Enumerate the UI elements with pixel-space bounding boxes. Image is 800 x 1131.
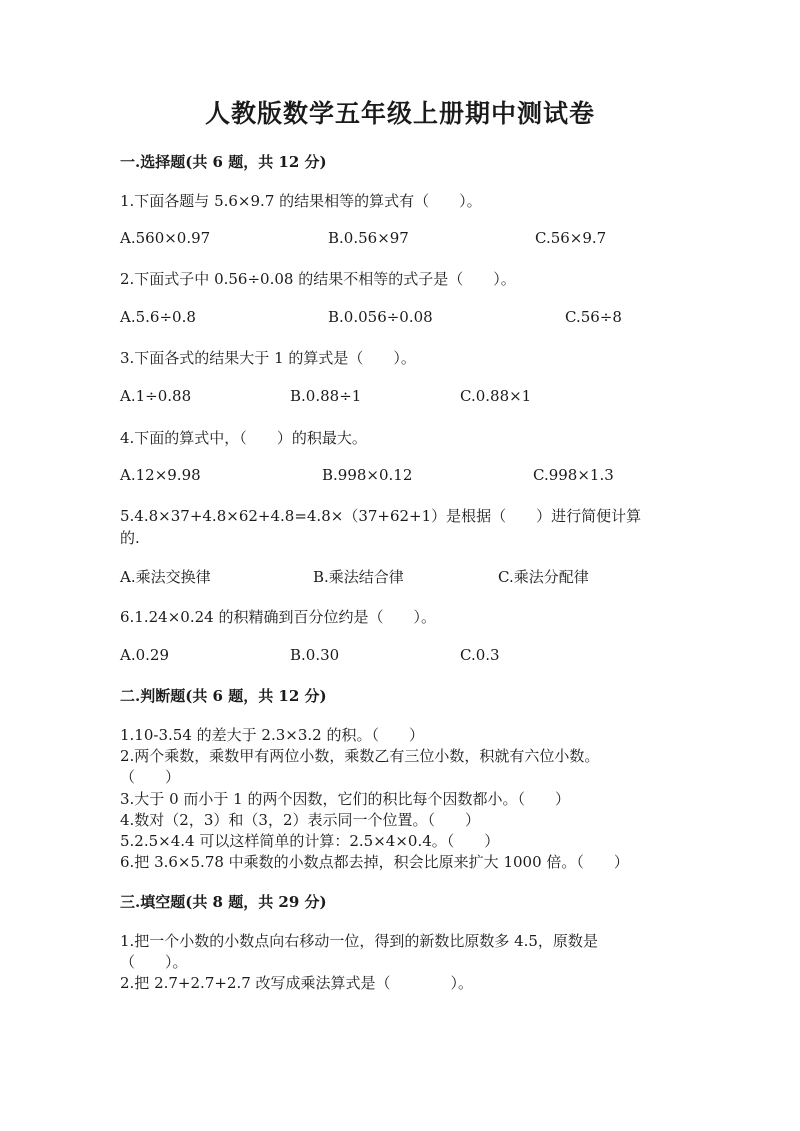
option-c: C.0.88×1 <box>460 387 532 405</box>
statement-line: 1.10-3.54 的差大于 2.3×3.2 的积。（ ） <box>120 726 424 744</box>
statement-line: 3.大于 0 而小于 1 的两个因数，它们的积比每个因数都小。（ ） <box>120 790 570 808</box>
option-a: A.12×9.98 <box>120 466 201 484</box>
statement-line: 2.两个乘数，乘数甲有两位小数，乘数乙有三位小数，积就有六位小数。 <box>120 747 600 765</box>
option-b: B.0.56×97 <box>328 229 409 247</box>
page-title: 人教版数学五年级上册期中测试卷 <box>204 99 595 128</box>
option-c: C.56×9.7 <box>535 229 607 247</box>
option-a: A.乘法交换律 <box>120 568 211 586</box>
section-heading-choice: 一.选择题(共 6 题，共 12 分) <box>120 153 327 171</box>
option-c: C.0.3 <box>460 646 500 664</box>
option-a: A.0.29 <box>120 646 169 664</box>
option-a: A.560×0.97 <box>120 229 211 247</box>
statement-line: 5.2.5×4.4 可以这样简单的计算：2.5×4×0.4。（ ） <box>120 832 500 850</box>
question-text: 2.下面式子中 0.56÷0.08 的结果不相等的式子是（ ）。 <box>120 270 516 288</box>
statement-line: 6.把 3.6×5.78 中乘数的小数点都去掉，积会比原来扩大 1000 倍。（ ） <box>120 853 629 871</box>
option-b: B.0.88÷1 <box>290 387 362 405</box>
option-b: B.998×0.12 <box>322 466 413 484</box>
section-heading-judgement: 二.判断题(共 6 题，共 12 分) <box>120 687 327 705</box>
statement-line: （ ） <box>120 768 181 786</box>
option-a: A.5.6÷0.8 <box>120 308 196 326</box>
option-b: B.0.056÷0.08 <box>328 308 433 326</box>
fill-line: （ ）。 <box>120 953 188 971</box>
option-a: A.1÷0.88 <box>120 387 192 405</box>
section-heading-fill-blank: 三.填空题(共 8 题，共 29 分) <box>120 893 327 911</box>
question-text: 5.4.8×37+4.8×62+4.8=4.8×（37+62+1）是根据（ ）进行简便计算 <box>120 507 642 525</box>
fill-line: 1.把一个小数的小数点向右移动一位，得到的新数比原数多 4.5，原数是 <box>120 932 598 950</box>
fill-line: 2.把 2.7+2.7+2.7 改写成乘法算式是（ ）。 <box>120 974 474 992</box>
option-c: C.56÷8 <box>565 308 622 326</box>
option-b: B.0.30 <box>290 646 340 664</box>
question-text: 1.下面各题与 5.6×9.7 的结果相等的算式有（ ）。 <box>120 192 482 210</box>
option-c: C.乘法分配律 <box>498 568 589 586</box>
option-b: B.乘法结合律 <box>313 568 404 586</box>
question-text: 3.下面各式的结果大于 1 的算式是（ ）。 <box>120 349 416 367</box>
question-text: 4.下面的算式中，（ ）的积最大。 <box>120 429 367 447</box>
question-text-continued: 的. <box>120 529 140 547</box>
question-text: 6.1.24×0.24 的积精确到百分位约是（ ）。 <box>120 608 436 626</box>
statement-line: 4.数对（2，3）和（3，2）表示同一个位置。（ ） <box>120 811 480 829</box>
option-c: C.998×1.3 <box>533 466 614 484</box>
